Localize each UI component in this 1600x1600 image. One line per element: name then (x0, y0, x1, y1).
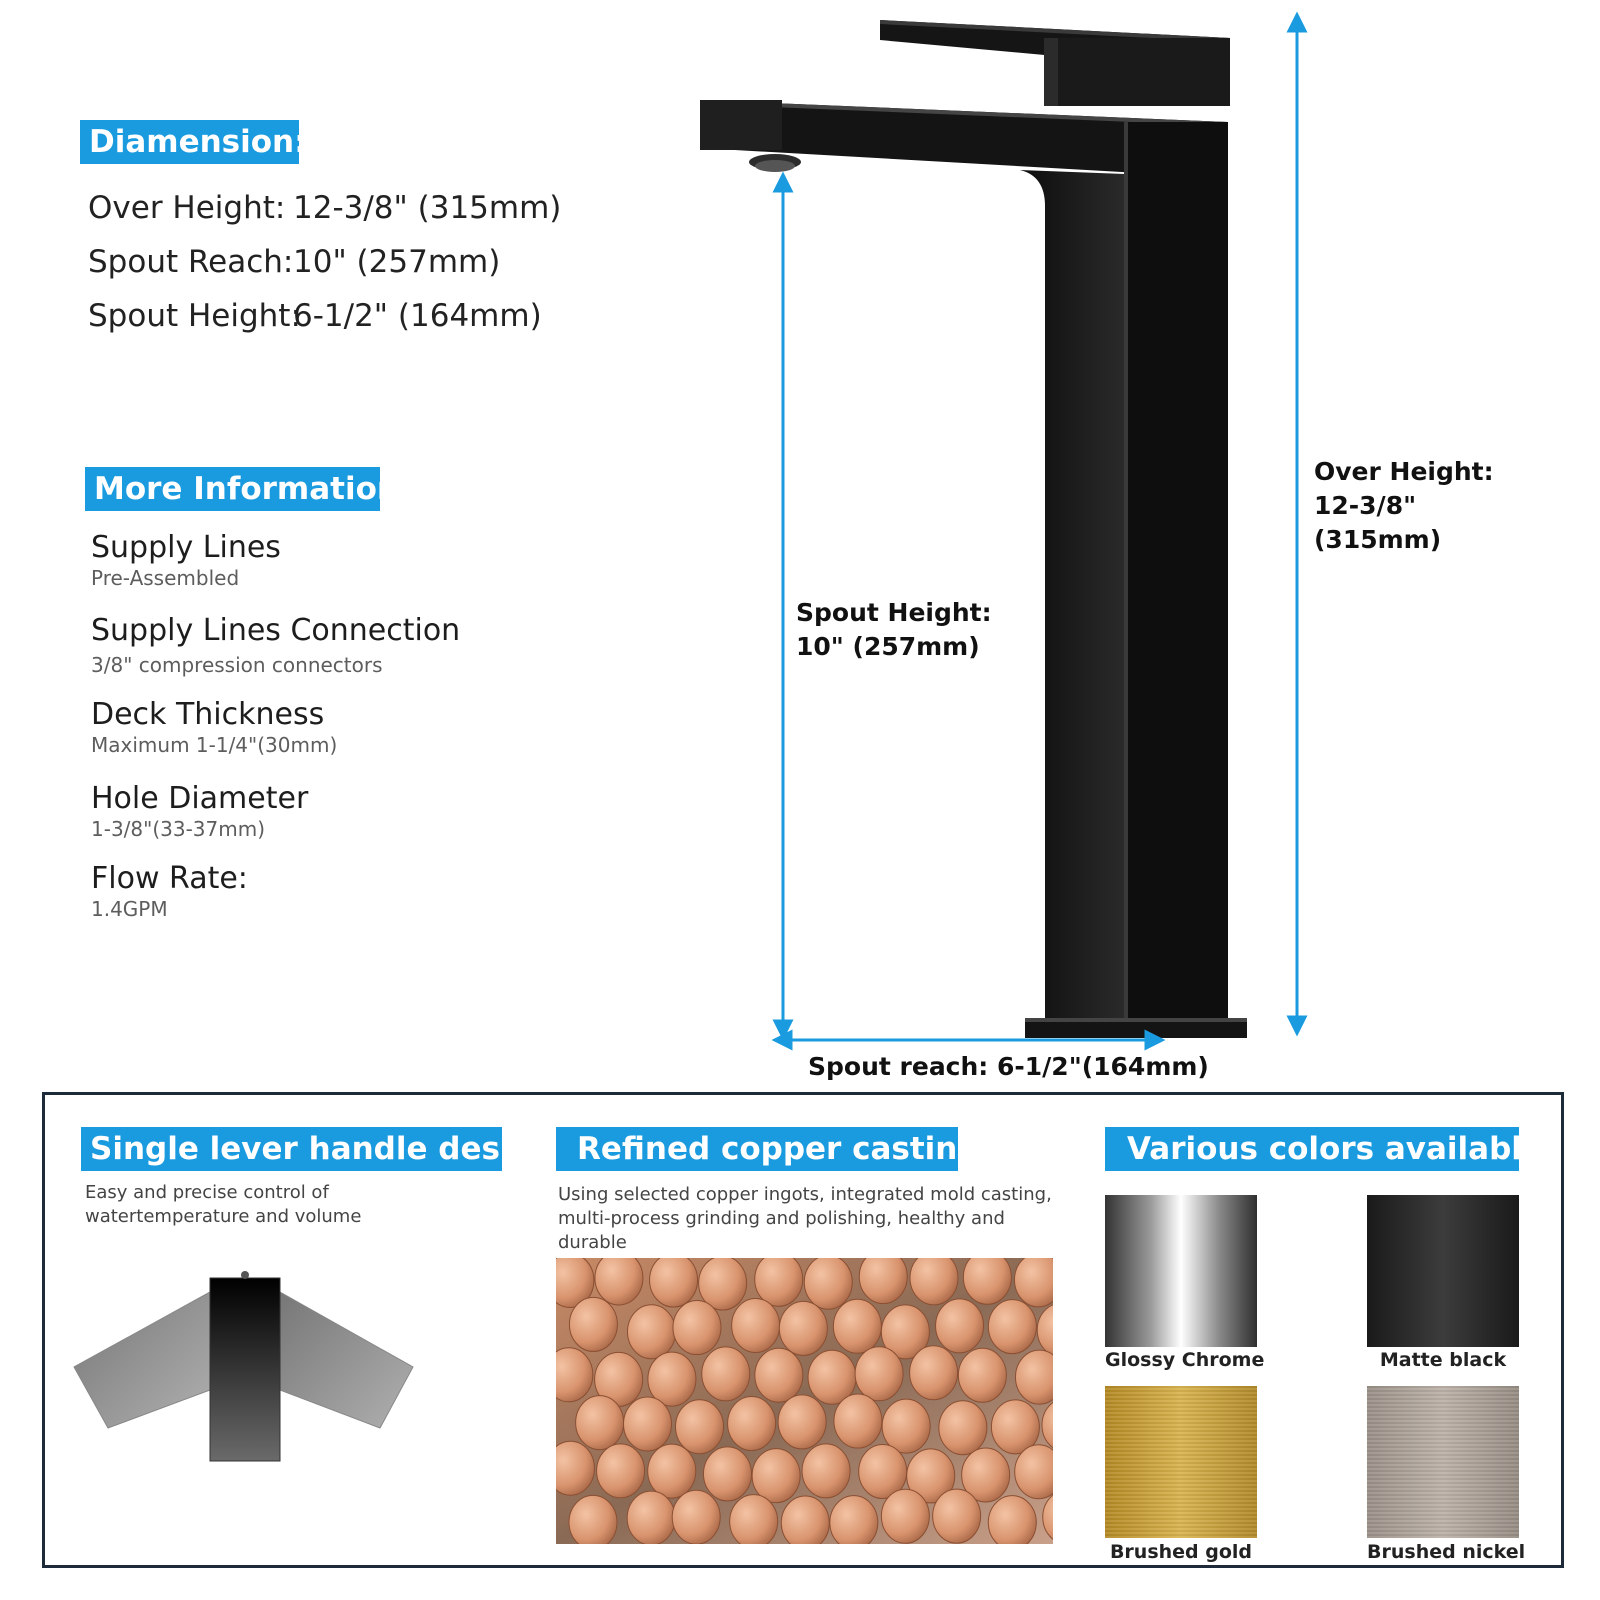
spout-height-callout (796, 596, 992, 664)
copper-ingot-end (569, 1495, 617, 1544)
copper-desc-line: Using selected copper ingots, integrated mold casting, (558, 1184, 1052, 1205)
copper-ingot-end (834, 1394, 882, 1448)
faucet-handle (880, 20, 1230, 106)
copper-ingot-end (702, 1347, 750, 1401)
copper-ingot-end (752, 1449, 800, 1503)
info-value: 3/8" compression connectors (91, 653, 383, 677)
copper-ingot-end (732, 1299, 780, 1353)
swatch-label: Brushed nickel (1367, 1541, 1526, 1563)
callout-line: (315mm) (1314, 525, 1442, 554)
handle-feature-heading: Single lever handle design (81, 1127, 502, 1171)
swatch-label: Brushed gold (1109, 1541, 1253, 1563)
info-title: Hole Diameter (91, 781, 309, 816)
copper-ingot-end (673, 1301, 721, 1355)
dimension-label: Spout Reach: (88, 244, 294, 280)
swatch-brushed-gold[interactable] (1105, 1386, 1257, 1538)
faucet-body (1020, 122, 1247, 1038)
copper-ingot-end (778, 1395, 826, 1449)
copper-ingot-end (624, 1397, 672, 1451)
swatch-label: Matte black (1379, 1349, 1507, 1371)
lever-rotation-icon (70, 1270, 420, 1470)
copper-ingot-end (569, 1297, 617, 1351)
copper-ingot-end (730, 1495, 778, 1544)
copper-ingot-end (628, 1305, 676, 1359)
copper-ingot-end (988, 1300, 1036, 1354)
spout-reach-callout: Spout reach: 6-1/2"(164mm) (808, 1052, 1209, 1081)
copper-ingot-end (910, 1346, 958, 1400)
copper-ingot-end (781, 1496, 829, 1544)
copper-ingot-end (597, 1444, 645, 1498)
copper-feature-desc (558, 1183, 1078, 1255)
swatch-brushed-nickel[interactable] (1367, 1386, 1519, 1538)
callout-line: 10" (257mm) (796, 632, 980, 661)
copper-feature-heading: Refined copper casting (556, 1127, 958, 1171)
copper-ingot-end (804, 1258, 852, 1309)
copper-ingot-end (728, 1397, 776, 1451)
copper-desc-line: multi-process grinding and polishing, healthy and durable (558, 1208, 1005, 1253)
info-value: 1.4GPM (91, 897, 168, 921)
dimension-heading: Diamension: (80, 120, 299, 164)
dimension-value: 6-1/2" (164mm) (293, 298, 542, 334)
copper-ingot-end (802, 1444, 850, 1498)
copper-ingot-end (672, 1490, 720, 1544)
info-title: Flow Rate: (91, 861, 248, 896)
copper-ingots-image (556, 1258, 1053, 1544)
copper-ingot-end (627, 1491, 675, 1544)
callout-line: 12-3/8" (1314, 491, 1417, 520)
copper-ingot-end (988, 1496, 1036, 1544)
copper-ingot-end (933, 1489, 981, 1543)
copper-ingot-end (855, 1347, 903, 1401)
dimension-label: Spout Height: (88, 298, 301, 334)
copper-ingot-end (650, 1258, 698, 1307)
info-title: Supply Lines Connection (91, 613, 461, 648)
info-title: Deck Thickness (91, 697, 325, 732)
callout-line: Over Height: (1314, 457, 1494, 486)
copper-ingot-end (830, 1496, 878, 1544)
copper-ingot-end (910, 1258, 958, 1305)
colors-feature-heading: Various colors available (1105, 1127, 1519, 1171)
copper-ingot-end (676, 1400, 724, 1454)
dimension-value: 12-3/8" (315mm) (293, 190, 562, 226)
copper-ingot-end (755, 1348, 803, 1402)
copper-ingot-end (595, 1258, 643, 1305)
dimension-label: Over Height: (88, 190, 286, 226)
copper-ingot-end (779, 1301, 827, 1355)
swatch-label: Glossy Chrome (1105, 1349, 1265, 1371)
dimension-value: 10" (257mm) (293, 244, 501, 280)
info-title: Supply Lines (91, 530, 281, 565)
copper-ingot-end (648, 1444, 696, 1498)
swatch-glossy-chrome[interactable] (1105, 1195, 1257, 1347)
more-info-heading: More Information (85, 467, 380, 511)
copper-ingot-end (939, 1401, 987, 1455)
info-value: Maximum 1-1/4"(30mm) (91, 733, 338, 757)
copper-ingot-end (881, 1489, 929, 1543)
callout-line: Spout Height: (796, 598, 992, 627)
copper-ingot-end (576, 1396, 624, 1450)
copper-ingot-end (958, 1348, 1006, 1402)
swatch-matte-black[interactable] (1367, 1195, 1519, 1347)
over-height-callout (1314, 455, 1494, 557)
copper-ingot-end (936, 1299, 984, 1353)
copper-ingot-end (833, 1299, 881, 1353)
info-value: Pre-Assembled (91, 566, 240, 590)
copper-ingot-end (703, 1447, 751, 1501)
handle-feature-desc: Easy and precise control of watertemperature and volume (85, 1182, 362, 1227)
info-value: 1-3/8"(33-37mm) (91, 817, 266, 841)
